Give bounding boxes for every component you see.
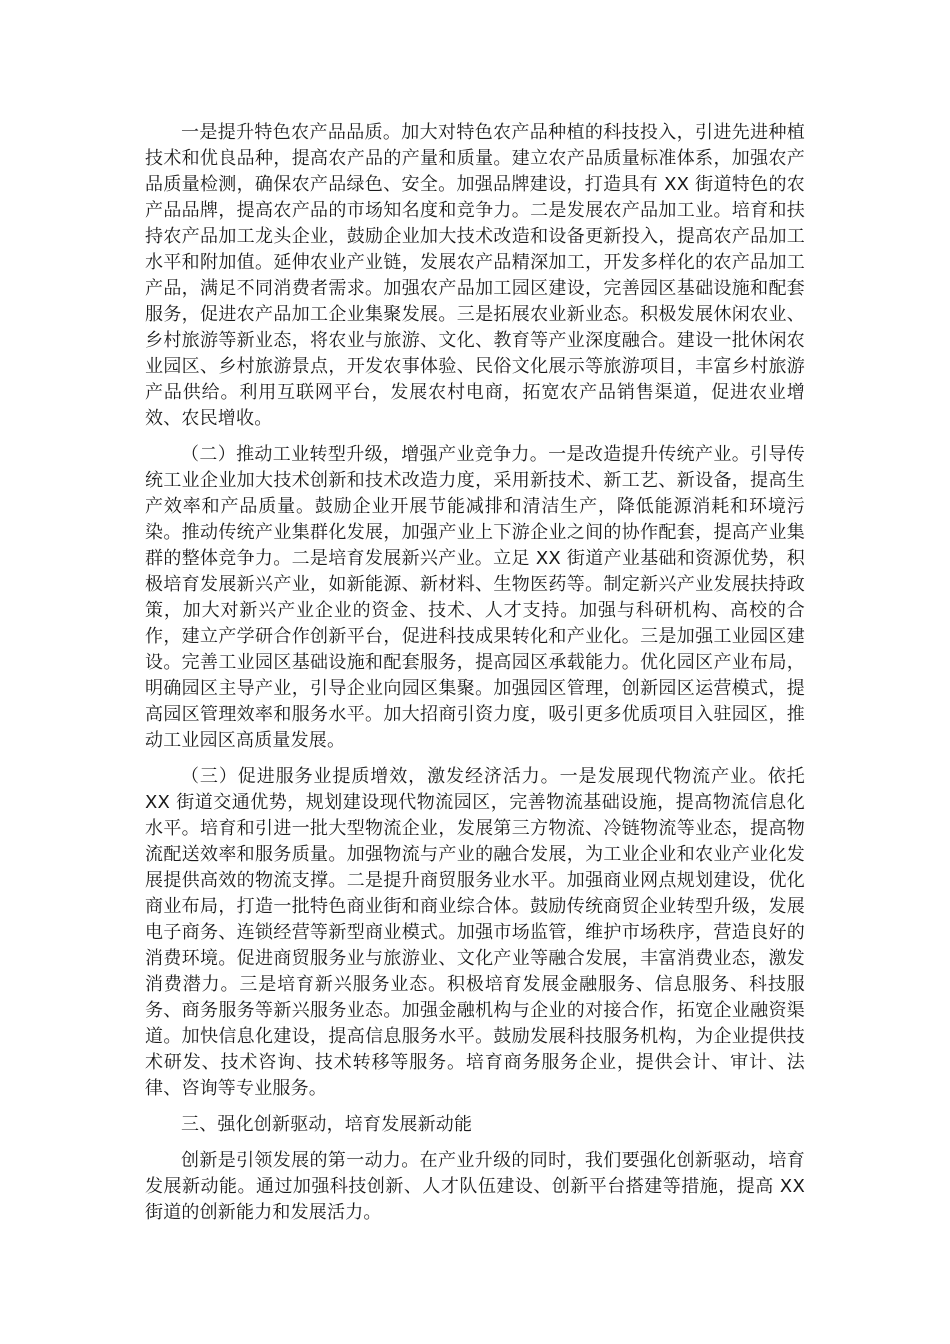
- document-page: [145, 120, 805, 1236]
- paragraph-industry: （二）推动工业转型升级，增强产业竞争力。一是改造提升传统产业。引导传统工业企业加大技术创新和技术改造力度，采用新技术、新工艺、新设备，提高生产效率和产品质量。鼓励企业开展节能减排和清洁生产，降低能源消耗和环境污染。推动传统产业集群化发展，加强产业上下游企业之间的协作配套，提高产业集群的整体竞争力。二是培育发展新兴产业。立足 XX 街道产业基础和资源优势，积极培育发展新兴产业，如新能源、新材料、生物医药等。制定新兴产业发展扶持政策，加大对新兴产业企业的资金、技术、人才支持。加强与科研机构、高校的合作，建立产学研合作创新平台，促进科技成果转化和产业化。三是加强工业园区建设。完善工业园区基础设施和配套服务，提高园区承载能力。优化园区产业布局，明确园区主导产业，引导企业向园区集聚。加强园区管理，创新园区运营模式，提高园区管理效率和服务水平。加大招商引资力度，吸引更多优质项目入驻园区，推动工业园区高质量发展。: [145, 444, 805, 751]
- paragraph-innovation: 创新是引领发展的第一动力。在产业升级的同时，我们要强化创新驱动，培育发展新动能。通过加强科技创新、人才队伍建设、创新平台搭建等措施，提高 XX 街道的创新能力和发展活力。: [145, 1150, 805, 1223]
- section-heading: 三、强化创新驱动，培育发展新动能: [181, 1114, 473, 1135]
- paragraph-services: （三）促进服务业提质增效，激发经济活力。一是发展现代物流产业。依托 XX 街道交通优势，规划建设现代物流园区，完善物流基础设施，提高物流信息化水平。培育和引进一批大型物流企业，发展第三方物流、冷链物流等业态，提高物流配送效率和服务质量。加强物流与产业的融合发展，为工业企业和农业产业化发展提供高效的物流支撑。二是提升商贸服务业水平。加强商业网点规划建设，优化商业布局，打造一批特色商业街和商业综合体。鼓励传统商贸企业转型升级，发展电子商务、连锁经营等新型商业模式。加强市场监管，维护市场秩序，营造良好的消费环境。促进商贸服务业与旅游业、文化产业等融合发展，丰富消费业态，激发消费潜力。三是培育新兴服务业态。积极培育发展金融服务、信息服务、科技服务、商务服务等新兴服务业态。加强金融机构与企业的对接合作，拓宽企业融资渠道。加快信息化建设，提高信息服务水平。鼓励发展科技服务机构，为企业提供技术研发、技术咨询、技术转移等服务。培育商务服务企业，提供会计、审计、法律、咨询等专业服务。: [145, 766, 805, 1099]
- paragraph-agriculture: 一是提升特色农产品品质。加大对特色农产品种植的科技投入，引进先进种植技术和优良品种，提高农产品的产量和质量。建立农产品质量标准体系，加强农产品质量检测，确保农产品绿色、安全。加强品牌建设，打造具有 XX 街道特色的农产品品牌，提高农产品的市场知名度和竞争力。二是发展农产品加工业。培育和扶持农产品加工龙头企业，鼓励企业加大技术改造和设备更新投入，提高农产品加工水平和附加值。延伸农业产业链，发展农产品精深加工，开发多样化的农产品加工产品，满足不同消费者需求。加强农产品加工园区建设，完善园区基础设施和配套服务，促进农产品加工企业集聚发展。三是拓展农业新业态。积极发展休闲农业、乡村旅游等新业态，将农业与旅游、文化、教育等产业深度融合。建设一批休闲农业园区、乡村旅游景点，开发农事体验、民俗文化展示等旅游项目，丰富乡村旅游产品供给。利用互联网平台，发展农村电商，拓宽农产品销售渠道，促进农业增效、农民增收。: [145, 122, 805, 429]
